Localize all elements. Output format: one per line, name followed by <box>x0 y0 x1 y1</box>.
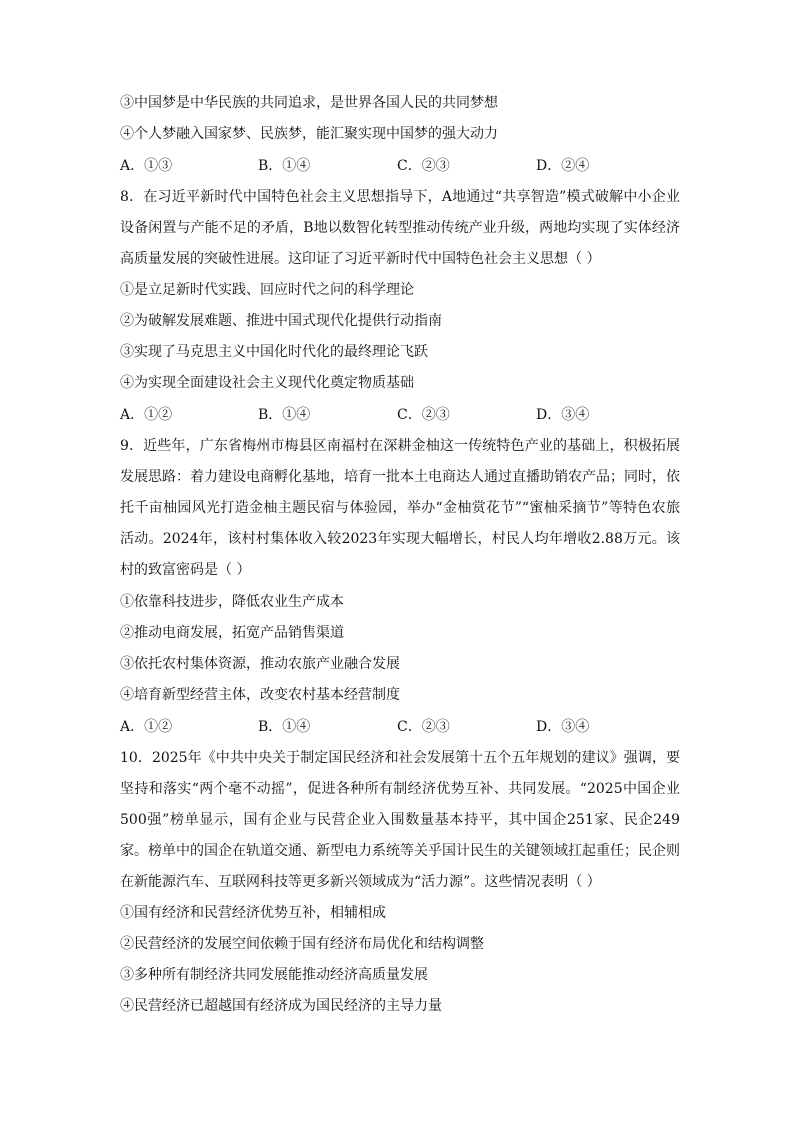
q8-option-d[interactable]: D．③④ <box>536 407 590 423</box>
q8-item-1: ①是立足新时代实践、回应时代之问的科学理论 <box>120 282 414 298</box>
q10-stem: 10．2025年《中共中央关于制定国民经济和社会发展第十五个五年规划的建议》强调，要坚持和落实“两个毫不动摇”，促进各种所有制经济优势互补、共同发展。“2025中国企业500强”榜单显示，国有企业与民营企业入围数量基本持平，其中国企251家、民企249家。榜单中的国企在轨道交通、新型电力系统等关乎国计民生的关键领域扛起重任；民企则在新能源汽车、互联网科技等更多新兴领域成为“活力源”。这些情况表明（ ） <box>120 750 680 890</box>
q7-option-a[interactable]: A．①③ <box>120 158 173 174</box>
q8-options <box>120 405 680 425</box>
q8-item-4: ④为实现全面建设社会主义现代化奠定物质基础 <box>120 375 414 391</box>
q10-item-1: ①国有经济和民营经济优势互补，相辅相成 <box>120 905 386 921</box>
q9-options <box>120 717 680 737</box>
q9-item-1: ①依靠科技进步，降低农业生产成本 <box>120 594 344 610</box>
q8-option-c[interactable]: C．②③ <box>397 407 450 423</box>
q7-options <box>120 156 680 176</box>
q7-option-d[interactable]: D．②④ <box>536 158 590 174</box>
q8-item-3: ③实现了马克思主义中国化时代化的最终理论飞跃 <box>120 344 428 360</box>
q9-item-4: ④培育新型经营主体，改变农村基本经营制度 <box>120 687 400 703</box>
q7-item-4: ④个人梦融入国家梦、民族梦，能汇聚实现中国梦的强大动力 <box>120 126 498 142</box>
q9-stem: 9．近些年，广东省梅州市梅县区南福村在深耕金柚这一传统特色产业的基础上，积极拓展发展思路：着力建设电商孵化基地，培育一批本土电商达人通过直播助销农产品；同时，依托千亩柚园风光打造金柚主题民宿与体验园，举办“金柚赏花节”“蜜柚采摘节”等特色农旅活动。2024年，该村村集体收入较2023年实现大幅增长，村民人均年增收2.88万元。该村的致富密码是（ ） <box>120 438 680 578</box>
q9-item-3: ③依托农村集体资源，推动农旅产业融合发展 <box>120 656 400 672</box>
q8-option-b[interactable]: B．①④ <box>258 407 311 423</box>
q9-item-2: ②推动电商发展，拓宽产品销售渠道 <box>120 625 344 641</box>
q10-item-2: ②民营经济的发展空间依赖于国有经济布局优化和结构调整 <box>120 936 484 952</box>
q10-item-3: ③多种所有制经济共同发展能推动经济高质量发展 <box>120 967 428 983</box>
q8-stem: 8．在习近平新时代中国特色社会主义思想指导下，A地通过“共享智造”模式破解中小企业设备闲置与产能不足的矛盾，B地以数智化转型推动传统产业升级，两地均实现了实体经济高质量发展的突破性进展。这印证了习近平新时代中国特色社会主义思想（ ） <box>120 189 680 267</box>
q9-option-d[interactable]: D．③④ <box>536 719 590 735</box>
q7-option-b[interactable]: B．①④ <box>258 158 311 174</box>
q9-option-a[interactable]: A．①② <box>120 719 173 735</box>
q9-option-c[interactable]: C．②③ <box>397 719 450 735</box>
q9-option-b[interactable]: B．①④ <box>258 719 311 735</box>
q10-item-4: ④民营经济已超越国有经济成为国民经济的主导力量 <box>120 998 442 1014</box>
q7-option-c[interactable]: C．②③ <box>397 158 450 174</box>
q8-option-a[interactable]: A．①② <box>120 407 173 423</box>
q8-item-2: ②为破解发展难题、推进中国式现代化提供行动指南 <box>120 313 442 329</box>
q7-item-3: ③中国梦是中华民族的共同追求，是世界各国人民的共同梦想 <box>120 95 498 111</box>
